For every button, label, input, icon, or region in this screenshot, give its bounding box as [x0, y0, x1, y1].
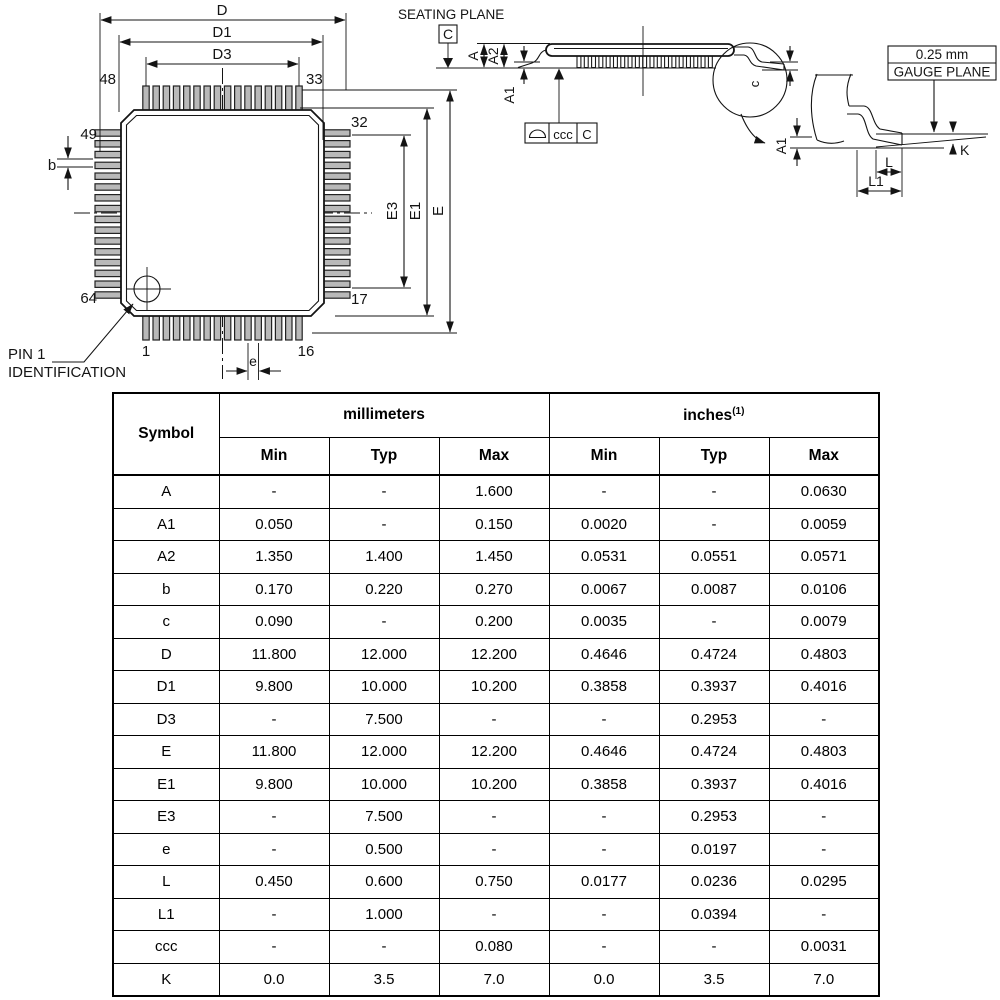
symbol-cell: A1	[113, 508, 219, 541]
package-pin	[275, 315, 281, 340]
table-row	[113, 898, 879, 931]
package-pin	[324, 141, 350, 147]
datum-c-label: C	[442, 26, 454, 42]
symbol-cell: D1	[113, 671, 219, 704]
value-cell: -	[549, 931, 659, 964]
package-pin	[324, 205, 350, 211]
inches-header	[549, 393, 879, 437]
value-cell: 9.800	[219, 671, 329, 704]
value-cell: 0.0295	[769, 866, 879, 899]
package-pin	[194, 315, 200, 340]
value-cell: -	[549, 703, 659, 736]
value-cell: -	[769, 833, 879, 866]
value-cell: 0.450	[219, 866, 329, 899]
inches-header-text: inches	[683, 406, 733, 424]
value-cell: 10.000	[329, 671, 439, 704]
value-cell: 0.4803	[769, 736, 879, 769]
package-pin	[95, 173, 121, 179]
package-pin	[324, 216, 350, 222]
lead-tooth	[628, 56, 632, 68]
value-cell: 0.080	[439, 931, 549, 964]
value-cell: 0.090	[219, 606, 329, 639]
value-cell: 0.0531	[549, 541, 659, 574]
dim-b-label: b	[47, 157, 57, 174]
package-pin	[324, 162, 350, 168]
package-pin	[224, 86, 230, 111]
detail-body-left-edge	[811, 74, 817, 140]
package-pin	[184, 315, 190, 340]
package-pin	[153, 315, 159, 340]
lead-tooth	[701, 56, 705, 68]
package-pin	[324, 195, 350, 201]
lead-tooth	[672, 56, 676, 68]
package-pin	[95, 259, 121, 265]
package-pin	[163, 86, 169, 111]
package-pin	[95, 216, 121, 222]
mm-typ-header: Typ	[329, 437, 439, 475]
lead-tooth	[577, 56, 581, 68]
lead-tooth	[635, 56, 639, 68]
top-view	[8, 2, 457, 381]
package-pin	[95, 270, 121, 276]
value-cell: 0.4724	[659, 736, 769, 769]
value-cell: 0.0394	[659, 898, 769, 931]
package-pin	[173, 315, 179, 340]
package-pin	[286, 315, 292, 340]
symbol-cell: L1	[113, 898, 219, 931]
lead-tooth	[584, 56, 588, 68]
package-pin	[95, 249, 121, 255]
package-pin	[224, 315, 230, 340]
foot-plane-line	[876, 137, 986, 147]
package-pin	[95, 184, 121, 190]
package-pin	[324, 173, 350, 179]
value-cell: 9.800	[219, 768, 329, 801]
table-header-row-units	[113, 393, 879, 437]
package-pin	[95, 238, 121, 244]
package-pin	[324, 249, 350, 255]
value-cell: 12.200	[439, 736, 549, 769]
in-max-header: Max	[769, 437, 879, 475]
dim-table-body	[113, 475, 879, 996]
value-cell: -	[219, 475, 329, 508]
package-pin	[265, 315, 271, 340]
value-cell: -	[329, 606, 439, 639]
value-cell: -	[219, 801, 329, 834]
value-cell: -	[659, 931, 769, 964]
value-cell: -	[219, 833, 329, 866]
package-pin	[95, 151, 121, 157]
pin-label-32: 32	[351, 114, 368, 131]
package-pin	[95, 130, 121, 136]
mm-min-header: Min	[219, 437, 329, 475]
package-dimensions-table	[112, 392, 880, 997]
side-view	[398, 7, 798, 143]
value-cell: 0.4803	[769, 638, 879, 671]
package-pin	[245, 315, 251, 340]
value-cell: 0.0236	[659, 866, 769, 899]
detail-body-right-edge	[847, 74, 851, 106]
package-pin	[163, 315, 169, 340]
dim-A-label: A	[465, 51, 481, 61]
value-cell: 0.170	[219, 573, 329, 606]
lead-tooth	[679, 56, 683, 68]
value-cell: 0.4724	[659, 638, 769, 671]
package-pin	[214, 86, 220, 111]
value-cell: -	[549, 475, 659, 508]
inches-note-ref: (1)	[732, 405, 745, 417]
table-row	[113, 475, 879, 508]
package-pin	[235, 86, 241, 111]
value-cell: -	[659, 606, 769, 639]
value-cell: 0.4016	[769, 768, 879, 801]
value-cell: 3.5	[329, 963, 439, 996]
table-row	[113, 736, 879, 769]
package-pin	[95, 292, 121, 298]
value-cell: 0.0630	[769, 475, 879, 508]
value-cell: 12.000	[329, 736, 439, 769]
pin1-leader-arrow	[52, 304, 133, 362]
table-row	[113, 833, 879, 866]
value-cell: 7.500	[329, 801, 439, 834]
pin-label-48: 48	[99, 71, 116, 88]
package-pin	[296, 315, 302, 340]
package-pin	[95, 205, 121, 211]
lead-tooth	[650, 56, 654, 68]
flatness-symbol-icon	[530, 130, 546, 138]
pin1-note-line1: PIN 1	[8, 346, 46, 363]
value-cell: -	[329, 931, 439, 964]
value-cell: -	[329, 475, 439, 508]
dim-E-label: E	[430, 205, 447, 217]
dim-D3-label: D3	[212, 46, 232, 63]
symbol-cell: D3	[113, 703, 219, 736]
pin-label-64: 64	[80, 290, 97, 307]
value-cell: -	[439, 703, 549, 736]
value-cell: 0.220	[329, 573, 439, 606]
value-cell: 10.200	[439, 671, 549, 704]
table-row	[113, 573, 879, 606]
value-cell: 1.000	[329, 898, 439, 931]
package-pin	[324, 151, 350, 157]
value-cell: -	[439, 801, 549, 834]
side-body	[546, 44, 734, 56]
value-cell: 0.0087	[659, 573, 769, 606]
symbol-cell: L	[113, 866, 219, 899]
package-pin	[95, 195, 121, 201]
package-pin	[214, 315, 220, 340]
value-cell: 0.2953	[659, 801, 769, 834]
table-row	[113, 801, 879, 834]
in-typ-header: Typ	[659, 437, 769, 475]
value-cell: 11.800	[219, 736, 329, 769]
package-pin	[324, 281, 350, 287]
symbol-cell: b	[113, 573, 219, 606]
value-cell: -	[659, 475, 769, 508]
value-cell: 0.2953	[659, 703, 769, 736]
package-pin	[296, 86, 302, 111]
detail-lead-bottom	[847, 114, 902, 145]
package-body-outline	[121, 110, 324, 316]
lead-tooth	[687, 56, 691, 68]
lead-tooth	[665, 56, 669, 68]
symbol-cell: ccc	[113, 931, 219, 964]
value-cell: 1.600	[439, 475, 549, 508]
pins-left-row	[95, 130, 121, 298]
pin1-note-line2: IDENTIFICATION	[8, 364, 127, 381]
package-pin	[143, 315, 149, 340]
value-cell: -	[769, 703, 879, 736]
millimeters-header: millimeters	[219, 393, 549, 437]
table-row	[113, 703, 879, 736]
package-pin	[245, 86, 251, 111]
detail-callout-arrow	[741, 114, 765, 143]
value-cell: 0.0059	[769, 508, 879, 541]
package-pin	[95, 162, 121, 168]
dim-E1-label: E1	[407, 201, 424, 221]
value-cell: 0.3858	[549, 768, 659, 801]
value-cell: 12.000	[329, 638, 439, 671]
ccc-leader-triangle	[554, 69, 564, 80]
package-pin	[95, 227, 121, 233]
value-cell: 0.3858	[549, 671, 659, 704]
datum-c-triangle	[443, 58, 453, 68]
detail-view-circle	[713, 43, 787, 117]
lead-tooth	[599, 56, 603, 68]
value-cell: 0.0571	[769, 541, 879, 574]
package-pin	[153, 86, 159, 111]
value-cell: 0.150	[439, 508, 549, 541]
dim-c-label: c	[747, 80, 762, 88]
gauge-plane-label: GAUGE PLANE	[893, 64, 991, 80]
side-lead-left	[518, 50, 546, 68]
table-row	[113, 931, 879, 964]
value-cell: 0.0177	[549, 866, 659, 899]
package-pin	[95, 141, 121, 147]
seating-plane-label: SEATING PLANE	[398, 7, 505, 22]
value-cell: 0.0197	[659, 833, 769, 866]
value-cell: 0.3937	[659, 768, 769, 801]
value-cell: -	[219, 703, 329, 736]
value-cell: -	[659, 508, 769, 541]
side-lead-right-bottom	[734, 55, 784, 70]
table-row	[113, 963, 879, 996]
value-cell: 0.0067	[549, 573, 659, 606]
value-cell: 0.4646	[549, 638, 659, 671]
value-cell: 0.0	[549, 963, 659, 996]
value-cell: 0.0079	[769, 606, 879, 639]
dim-D1-label: D1	[212, 24, 232, 41]
ccc-datum-ref: C	[582, 127, 592, 142]
package-pin	[275, 86, 281, 111]
package-pin	[324, 238, 350, 244]
value-cell: 10.200	[439, 768, 549, 801]
side-leads	[577, 56, 712, 68]
value-cell: 7.500	[329, 703, 439, 736]
value-cell: 0.0106	[769, 573, 879, 606]
symbol-cell: E1	[113, 768, 219, 801]
package-pin	[324, 130, 350, 136]
value-cell: 7.0	[439, 963, 549, 996]
symbol-cell: A2	[113, 541, 219, 574]
package-pin	[255, 315, 261, 340]
dim-L-label: L	[885, 154, 893, 170]
dim-E3-label: E3	[384, 201, 401, 221]
lead-tooth	[657, 56, 661, 68]
lead-tooth	[606, 56, 610, 68]
dim-D-label: D	[216, 2, 228, 19]
value-cell: -	[329, 508, 439, 541]
symbol-cell: K	[113, 963, 219, 996]
package-pin	[324, 227, 350, 233]
symbol-cell: c	[113, 606, 219, 639]
detail-A1-label: A1	[774, 137, 789, 155]
value-cell: 0.0031	[769, 931, 879, 964]
value-cell: 0.0551	[659, 541, 769, 574]
value-cell: -	[439, 898, 549, 931]
gauge-plane-value: 0.25 mm	[915, 47, 969, 62]
value-cell: 0.500	[329, 833, 439, 866]
pins-right-row	[324, 130, 350, 298]
package-pin	[204, 315, 210, 340]
value-cell: -	[219, 931, 329, 964]
value-cell: 0.0020	[549, 508, 659, 541]
gauge-plane-detail	[774, 46, 996, 197]
value-cell: -	[769, 801, 879, 834]
lead-tooth	[592, 56, 596, 68]
table-row	[113, 508, 879, 541]
package-mechanical-drawing	[0, 0, 1000, 392]
package-pin	[184, 86, 190, 111]
value-cell: -	[549, 898, 659, 931]
value-cell: 0.0	[219, 963, 329, 996]
value-cell: -	[549, 801, 659, 834]
table-row	[113, 671, 879, 704]
pin-label-17: 17	[351, 291, 368, 308]
value-cell: 1.400	[329, 541, 439, 574]
dim-L1-label: L1	[868, 173, 884, 189]
value-cell: 7.0	[769, 963, 879, 996]
value-cell: 3.5	[659, 963, 769, 996]
value-cell: 0.0035	[549, 606, 659, 639]
table-row	[113, 866, 879, 899]
symbol-header: Symbol	[113, 393, 219, 475]
value-cell: 0.750	[439, 866, 549, 899]
package-pin	[235, 315, 241, 340]
detail-body-bottom	[817, 140, 844, 143]
value-cell: 0.4016	[769, 671, 879, 704]
value-cell: 0.270	[439, 573, 549, 606]
package-pin	[286, 86, 292, 111]
table-row	[113, 541, 879, 574]
package-pin	[324, 270, 350, 276]
dim-A1-label: A1	[501, 86, 517, 104]
pin-label-49: 49	[80, 126, 97, 143]
symbol-cell: E	[113, 736, 219, 769]
lead-tooth	[694, 56, 698, 68]
value-cell: 0.200	[439, 606, 549, 639]
lead-tooth	[614, 56, 618, 68]
package-pin	[95, 281, 121, 287]
dim-K-label: K	[960, 142, 970, 158]
value-cell: 11.800	[219, 638, 329, 671]
mm-max-header: Max	[439, 437, 549, 475]
lead-tooth	[621, 56, 625, 68]
dim-e-label: e	[249, 353, 257, 369]
value-cell: -	[549, 833, 659, 866]
table-row	[113, 768, 879, 801]
package-pin	[324, 259, 350, 265]
value-cell: 0.4646	[549, 736, 659, 769]
value-cell: 0.050	[219, 508, 329, 541]
package-pin	[324, 184, 350, 190]
pin-label-16: 16	[297, 343, 315, 360]
package-pin	[173, 86, 179, 111]
table-header-row-minmax	[113, 437, 879, 475]
package-pin	[324, 292, 350, 298]
table-row	[113, 606, 879, 639]
in-min-header: Min	[549, 437, 659, 475]
symbol-cell: E3	[113, 801, 219, 834]
package-pin	[194, 86, 200, 111]
pin-label-33: 33	[306, 71, 323, 88]
value-cell: 1.450	[439, 541, 549, 574]
package-pin	[143, 86, 149, 111]
value-cell: -	[769, 898, 879, 931]
value-cell: 1.350	[219, 541, 329, 574]
value-cell: 12.200	[439, 638, 549, 671]
value-cell: 0.600	[329, 866, 439, 899]
symbol-cell: A	[113, 475, 219, 508]
package-pin	[204, 86, 210, 111]
value-cell: 0.3937	[659, 671, 769, 704]
symbol-cell: D	[113, 638, 219, 671]
ccc-tolerance-value: ccc	[553, 127, 573, 142]
value-cell: -	[219, 898, 329, 931]
package-pin	[255, 86, 261, 111]
table-row	[113, 638, 879, 671]
lead-tooth	[708, 56, 712, 68]
value-cell: -	[439, 833, 549, 866]
value-cell: 10.000	[329, 768, 439, 801]
detail-lead-top	[849, 106, 902, 133]
dim-A2-label: A2	[485, 47, 501, 65]
pin-label-1: 1	[141, 343, 151, 360]
package-pin	[265, 86, 271, 111]
symbol-cell: e	[113, 833, 219, 866]
